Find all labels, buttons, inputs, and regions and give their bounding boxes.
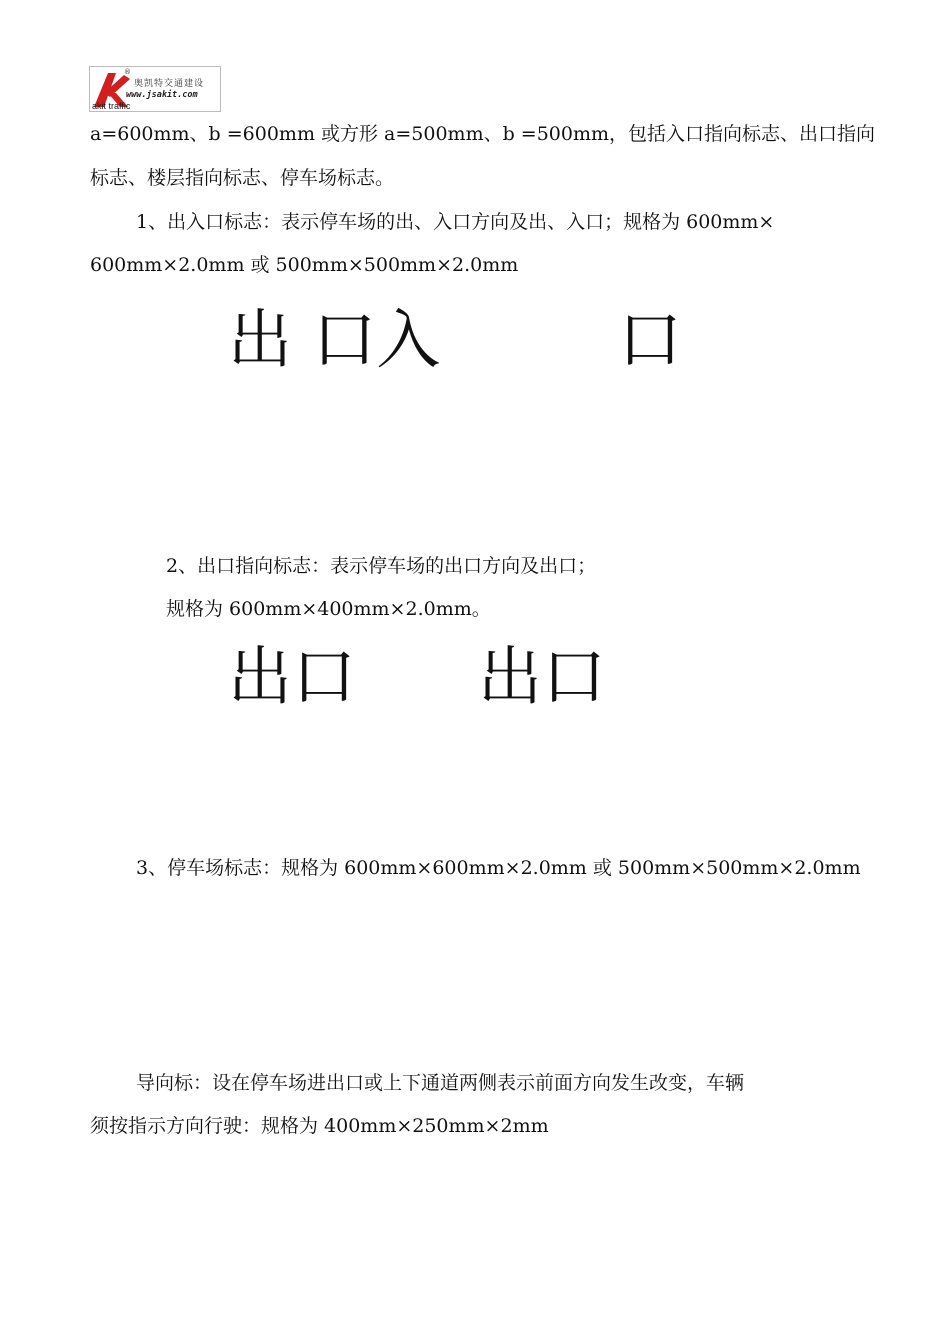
paragraph-entrance-exit-line1: 1、出入口标志：表示停车场的出、入口方向及出、入口；规格为 600mm× <box>136 211 775 233</box>
paragraph-exit-sign-line2: 规格为 600mm×400mm×2.0mm。 <box>166 598 491 620</box>
sign-entrance-exit-right: 口 <box>618 304 682 378</box>
sign-exit-left: 出口 <box>228 641 356 715</box>
paragraph-dimensions-line2: 标志、楼层指向标志、停车场标志。 <box>90 167 395 189</box>
paragraph-guide-sign-line2: 须按指示方向行驶：规格为 400mm×250mm×2mm <box>90 1115 549 1137</box>
logo-registered-mark: ® <box>124 68 131 76</box>
paragraph-parking-sign: 3、停车场标志：规格为 600mm×600mm×2.0mm 或 500mm×500mm×2.0mm <box>136 857 861 879</box>
company-logo <box>89 66 221 112</box>
paragraph-entrance-exit-line2: 600mm×2.0mm 或 500mm×500mm×2.0mm <box>90 254 519 276</box>
paragraph-exit-sign-line1: 2、出口指向标志：表示停车场的出口方向及出口； <box>166 555 597 577</box>
paragraph-dimensions-line1: a=600mm、b =600mm 或方形 a=500mm、b =500mm，包括入口指向标志、出口指向 <box>90 123 876 145</box>
sign-entrance-exit-left: 出 口入 <box>228 304 441 378</box>
logo-company-name: 奥凯特交通建设 <box>134 79 205 89</box>
logo-brand: akit traffic <box>92 101 131 111</box>
paragraph-guide-sign-line1: 导向标：设在停车场进出口或上下通道两侧表示前面方向发生改变，车辆 <box>136 1072 745 1094</box>
logo-url: www.jsakit.com <box>126 90 198 100</box>
sign-exit-right: 出口 <box>478 641 606 715</box>
